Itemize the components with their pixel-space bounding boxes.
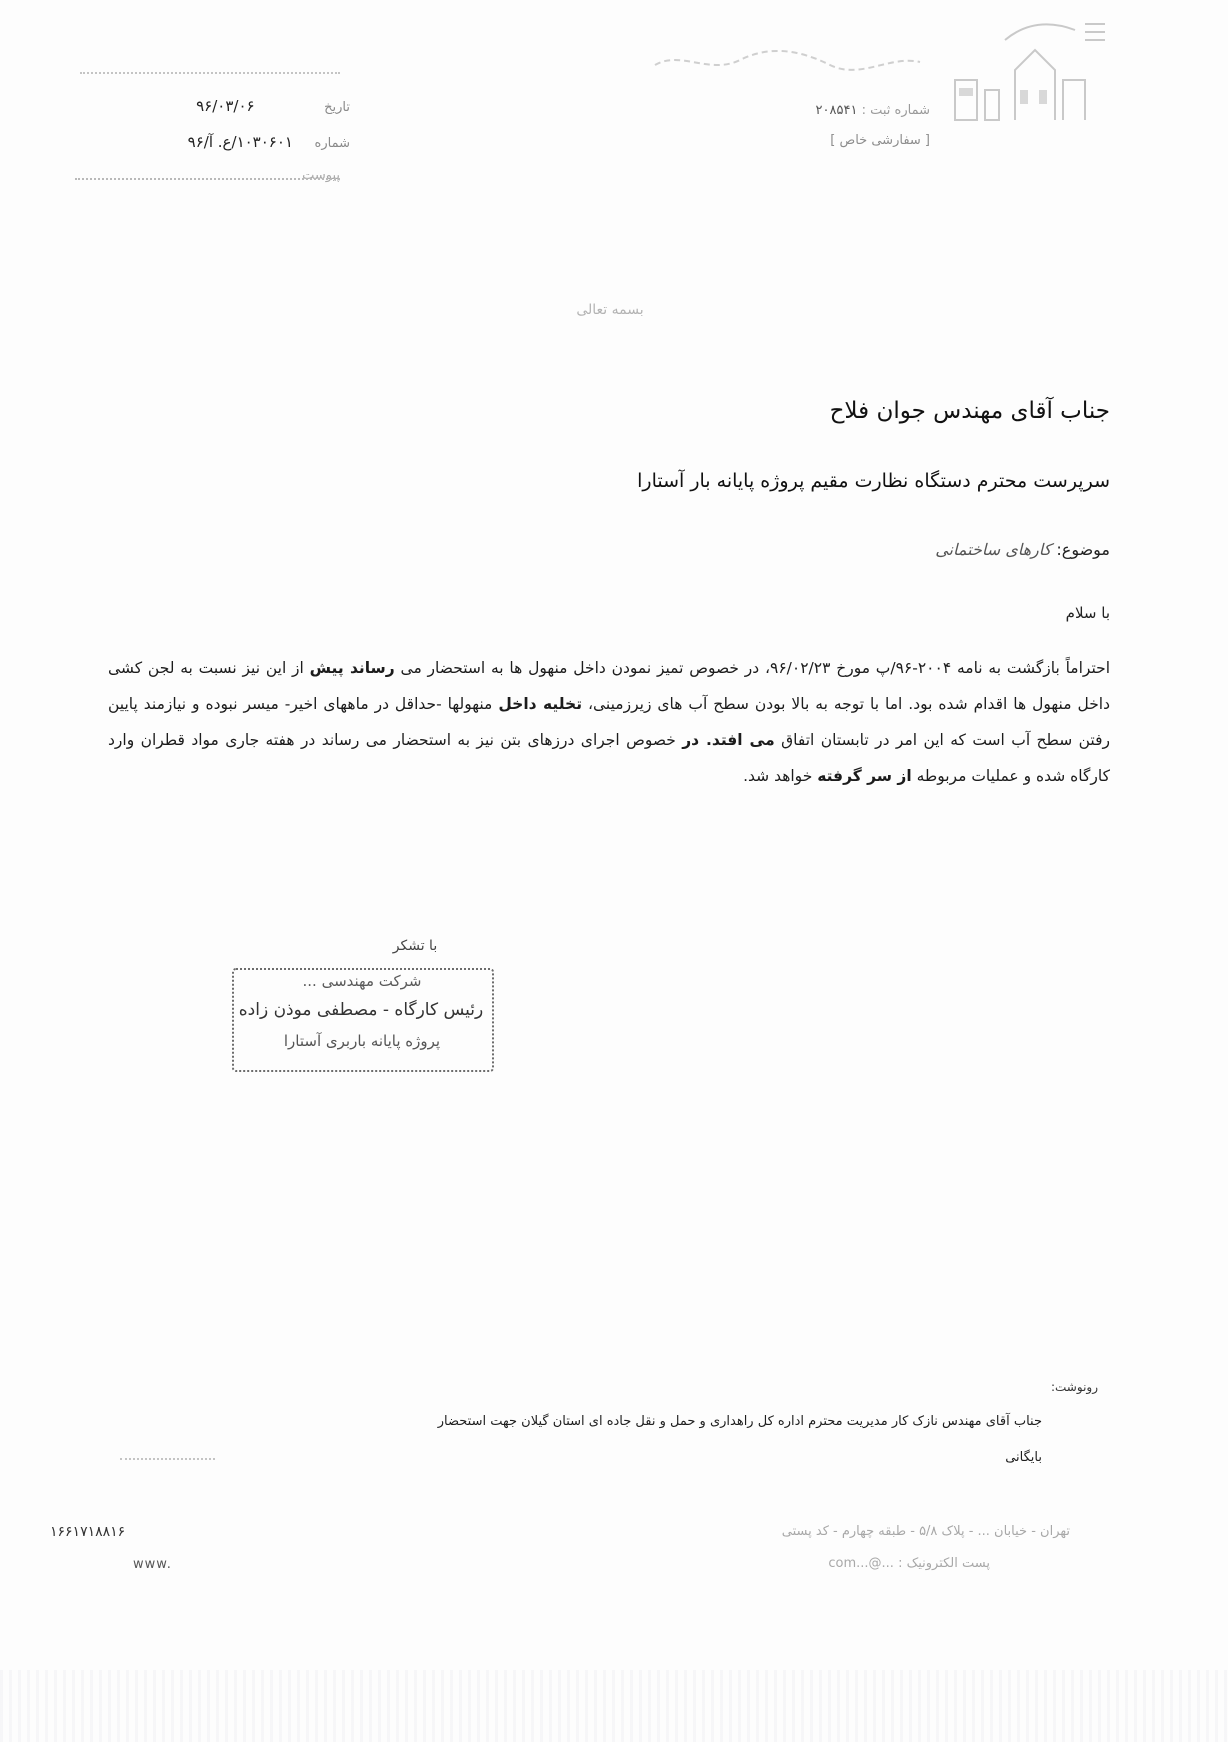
signature-stamp [232, 968, 494, 1072]
footer-email-text: پست الکترونیک : ...@...com [828, 1556, 990, 1571]
cc-text [370, 1404, 1042, 1476]
footer-address-text: تهران - خیابان ... - پلاک ۵/۸ - طبقه چهارم - کد پستی [781, 1524, 1070, 1539]
footer-web-row [130, 1556, 990, 1571]
letter-body [108, 650, 1110, 794]
date-row [110, 97, 350, 115]
registration-label: شماره ثبت : [861, 103, 930, 118]
addressee: جناب آقای مهندس جوان فلاح [829, 398, 1110, 424]
body-text-1: احتراماً بازگشت به نامه ۲۰۰۴-۹۶/پ مورخ ۹۶/۰۲/۲۳، در خصوص تمیز نمودن داخل منهول ها به استحضار می [394, 659, 1111, 677]
cc-recipient: جناب آقای مهندس نازک کار مدیریت محترم اداره کل راهداری و حمل و نقل جاده ای استان گیلان جهت استحضار [437, 1414, 1042, 1429]
body-text-4: خصوص اجرای درزهای بتن نیز به استحضار می رساند در هفته جاری مواد قطران وارد کارگاه شده و عملیات مربوطه [108, 731, 1110, 785]
body-text-3: منهولها -حداقل در ماههای اخیر- میسر نبوده و نیازمند پایین رفتن سطح آب است که این امر در تابستان اتفاق [108, 695, 1110, 749]
number-label: شماره [314, 136, 350, 151]
body-bold-3: می افتد. در [682, 731, 775, 749]
number-row [110, 133, 350, 151]
handwritten-note-icon [650, 40, 930, 80]
addressee-title: سرپرست محترم دستگاه نظارت مقیم پروژه پایانه بار آستارا [637, 470, 1110, 492]
stamp-company: شرکت مهندسی ... [302, 972, 422, 990]
footer-web: www. [133, 1557, 172, 1572]
attachment-dotted-line [75, 178, 340, 180]
body-text-2: از این نیز نسبت به لجن کشی داخل منهول ها اقدام شده بود. اما با توجه به بالا بودن سطح آب های زیرزمینی، [108, 659, 1110, 713]
classification: [ سفارشی خاص ] [830, 133, 930, 148]
company-logo-icon [935, 10, 1110, 140]
date-label: تاریخ [324, 100, 350, 115]
subject-line [935, 540, 1110, 559]
number-value: ۱۰۳۰۶۰۱/ع. آ/۹۶ [187, 133, 293, 151]
cc-archive: بایگانی [1005, 1450, 1042, 1465]
footer-phone: ۱۶۶۱۷۱۸۸۱۶ [50, 1524, 126, 1540]
registration-value: ۲۰۸۵۴۱ [815, 103, 858, 118]
scan-noise [0, 1670, 1228, 1742]
closing-thanks: با تشکر [392, 938, 438, 954]
body-bold-2: تخلیه داخل [498, 695, 583, 713]
cc-label: رونوشت: [1050, 1380, 1098, 1394]
body-text-5: خواهد شد. [743, 767, 818, 785]
body-bold-1: رساند پیش [309, 659, 395, 677]
stamp-project: پروژه پایانه باربری آستارا [283, 1032, 441, 1050]
attachment-label: پیوست [302, 168, 340, 183]
faint-heading: بسمه تعالی [576, 302, 644, 318]
subject-label: موضوع: [1056, 540, 1110, 559]
greeting: با سلام [1065, 604, 1110, 622]
registration-row [690, 103, 930, 118]
left-margin-mark [120, 1458, 215, 1460]
date-value: ۹۶/۰۳/۰۶ [196, 97, 255, 115]
footer-address [50, 1524, 1070, 1539]
header-divider [80, 72, 340, 74]
subject-value: کارهای ساختمانی [935, 540, 1052, 559]
body-bold-4: از سر گرفته [817, 767, 912, 785]
stamp-signatory: رئیس کارگاه - مصطفی موذن زاده [238, 1000, 484, 1020]
